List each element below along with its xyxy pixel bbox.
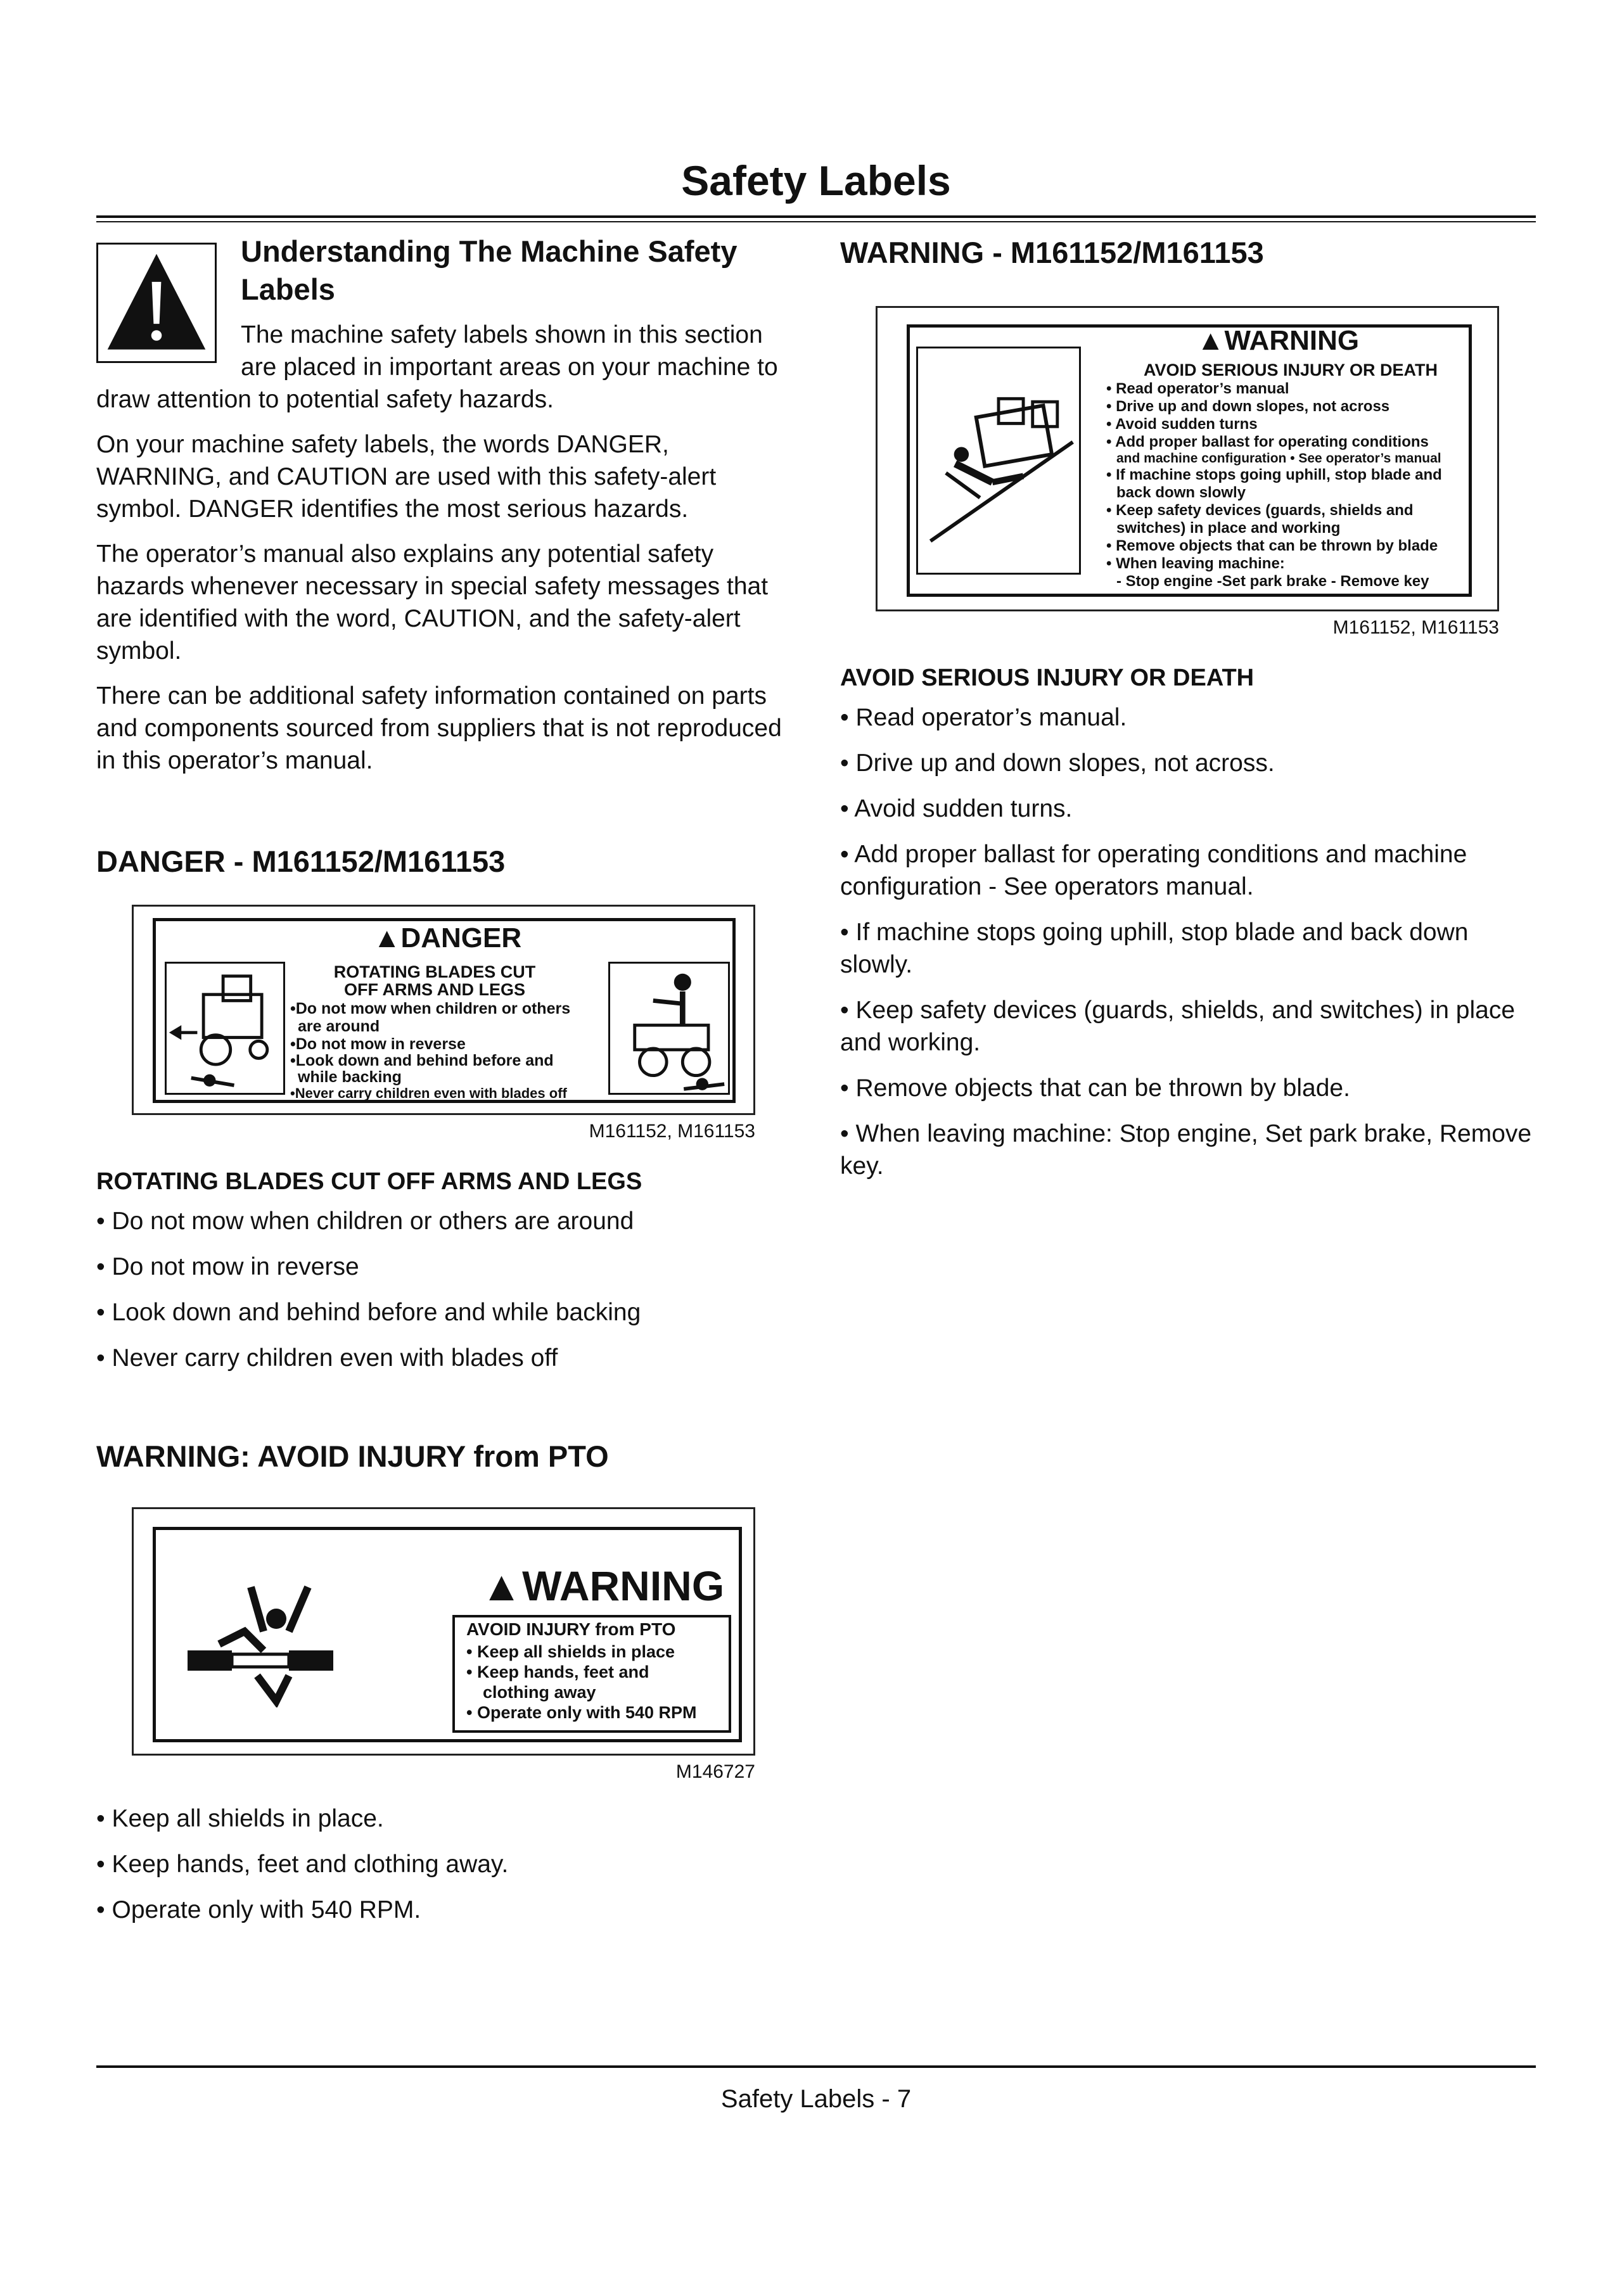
- pto-bullet-3: • Operate only with 540 RPM.: [96, 1896, 421, 1923]
- danger-label-item-4: •Look down and behind before and: [290, 1052, 554, 1069]
- warning-alert-icon: ▲: [1196, 325, 1225, 356]
- rollover-on-slope-icon: [918, 348, 1079, 573]
- mower-reverse-icon: [167, 964, 283, 1093]
- intro-paragraph-1: The machine safety labels shown in this section are placed in important areas on your machine to draw attention to potential safety hazards.: [96, 321, 778, 413]
- page-footer: Safety Labels - 7: [720, 2085, 912, 2113]
- child-on-mower-icon: [610, 964, 728, 1093]
- danger-label-subtitle-2: OFF ARMS AND LEGS: [344, 980, 525, 999]
- warning-label-subtitle: AVOID SERIOUS INJURY OR DEATH: [1143, 360, 1438, 379]
- pto-label-item-2: • Keep hands, feet and: [466, 1662, 649, 1681]
- danger-alert-icon: ▲: [373, 922, 401, 953]
- pto-section: [96, 1438, 800, 1926]
- pto-bullet-1: • Keep all shields in place.: [96, 1805, 384, 1832]
- warning-label-caption: M161152, M161153: [1332, 617, 1499, 638]
- danger-label-subtitle-1: ROTATING BLADES CUT: [333, 962, 536, 981]
- intro-heading: Understanding The Machine Safety Labels: [241, 234, 738, 306]
- warning-label-item-8: • Keep safety devices (guards, shields and: [1106, 502, 1414, 519]
- danger-label-caption: M161152, M161153: [589, 1121, 755, 1142]
- warning-bullet-7: • Remove objects that can be thrown by blade.: [840, 1075, 1350, 1102]
- warning-bullet-3: • Avoid sudden turns.: [840, 795, 1073, 822]
- danger-heading: DANGER - M161152/M161153: [96, 845, 506, 878]
- safety-alert-symbol: [96, 243, 217, 363]
- pto-heading: WARNING: AVOID INJURY from PTO: [96, 1439, 609, 1473]
- danger-label-header: ▲DANGER: [373, 922, 522, 953]
- danger-bullet-1: • Do not mow when children or others are around: [96, 1208, 634, 1235]
- warning-bullet-8: • When leaving machine: Stop engine, Set park brake, Remove key.: [840, 1120, 1532, 1180]
- pto-label-item-3: clothing away: [483, 1683, 596, 1702]
- pto-hazard-icon: [181, 1581, 340, 1707]
- warning-label-item-3: • Avoid sudden turns: [1106, 416, 1258, 433]
- danger-label-item-1: •Do not mow when children or others: [290, 1000, 571, 1017]
- pto-label-subtitle: AVOID INJURY from PTO: [466, 1619, 676, 1639]
- safety-alert-icon: [98, 245, 215, 361]
- page-title: Safety Labels: [681, 157, 951, 204]
- warning-label-item-4: • Add proper ballast for operating conditions: [1106, 433, 1429, 450]
- warning-label-item-11: • When leaving machine:: [1106, 555, 1285, 572]
- danger-section: [96, 843, 800, 1374]
- warning-bullet-4: • Add proper ballast for operating conditions and machine configuration - See operators manual.: [840, 841, 1467, 900]
- header-rule-thin: [96, 221, 1536, 222]
- danger-bullet-2: • Do not mow in reverse: [96, 1253, 359, 1280]
- danger-label-item-5: while backing: [298, 1068, 402, 1086]
- warning-label-item-2: • Drive up and down slopes, not across: [1106, 398, 1390, 415]
- pto-entanglement-pictogram: [181, 1581, 340, 1707]
- warning-label-item-12: - Stop engine -Set park brake - Remove key: [1116, 573, 1429, 590]
- warning-heading: WARNING - M161152/M161153: [840, 236, 1264, 269]
- intro-paragraph-4: There can be additional safety information contained on parts and components sourced from suppliers that is not reproduced in this operator’s manual.: [96, 682, 782, 774]
- header-rule: [96, 215, 1536, 218]
- warning-label: [907, 324, 1472, 597]
- danger-label-item-3: •Do not mow in reverse: [290, 1035, 466, 1053]
- pto-bullet-2: • Keep hands, feet and clothing away.: [96, 1851, 509, 1878]
- warning-bullet-1: • Read operator’s manual.: [840, 704, 1127, 731]
- danger-label-item-2: are around: [298, 1017, 380, 1035]
- danger-label: [153, 918, 736, 1103]
- danger-child-rider-pictogram: [608, 962, 730, 1095]
- warning-label-header: ▲WARNING: [1196, 325, 1360, 356]
- pto-label-caption: M146727: [675, 1761, 755, 1782]
- warning-label-item-6: • If machine stops going uphill, stop blade and: [1106, 466, 1442, 483]
- danger-subheading: ROTATING BLADES CUT OFF ARMS AND LEGS: [96, 1168, 642, 1195]
- warning-bullet-5: • If machine stops going uphill, stop blade and back down slowly.: [840, 919, 1469, 978]
- warning-label-item-10: • Remove objects that can be thrown by blade: [1106, 537, 1438, 554]
- warning-slope-pictogram: [916, 347, 1081, 575]
- intro-paragraph-2: On your machine safety labels, the words DANGER, WARNING, and CAUTION are used with this safety-alert symbol. DANGER identifies the most serious hazards.: [96, 431, 717, 523]
- warning-bullet-6: • Keep safety devices (guards, shields, and switches) in place and working.: [840, 997, 1516, 1056]
- danger-bullet-4: • Never carry children even with blades off: [96, 1344, 558, 1372]
- pto-label-header: ▲WARNING: [480, 1562, 725, 1609]
- footer-rule: [96, 2065, 1536, 2068]
- warning-label-item-1: • Read operator’s manual: [1106, 380, 1289, 397]
- pto-label: [153, 1527, 742, 1742]
- pto-label-item-1: • Keep all shields in place: [466, 1642, 675, 1661]
- intro-section: [96, 231, 800, 777]
- pto-alert-icon: ▲: [480, 1562, 523, 1609]
- warning-bullet-2: • Drive up and down slopes, not across.: [840, 749, 1275, 777]
- warning-label-item-5: and machine configuration • See operator’s manual: [1116, 451, 1441, 466]
- left-column: [96, 231, 800, 1939]
- danger-label-image: [132, 905, 755, 1115]
- warning-subheading: AVOID SERIOUS INJURY OR DEATH: [840, 665, 1255, 691]
- pto-label-image: [132, 1507, 755, 1756]
- warning-label-image: [876, 306, 1499, 611]
- danger-reverse-mower-pictogram: [165, 962, 285, 1095]
- danger-bullet-3: • Look down and behind before and while backing: [96, 1299, 641, 1326]
- intro-paragraph-3: The operator’s manual also explains any potential safety hazards whenever necessary in special safety messages that are identified with the word, CAUTION, and the safety-alert symbol.: [96, 540, 769, 665]
- pto-label-item-4: • Operate only with 540 RPM: [466, 1703, 697, 1722]
- warning-label-item-7: back down slowly: [1116, 484, 1246, 501]
- warning-label-item-9: switches) in place and working: [1116, 520, 1341, 537]
- danger-label-item-6: •Never carry children even with blades off: [290, 1085, 567, 1101]
- right-column: [840, 231, 1536, 1196]
